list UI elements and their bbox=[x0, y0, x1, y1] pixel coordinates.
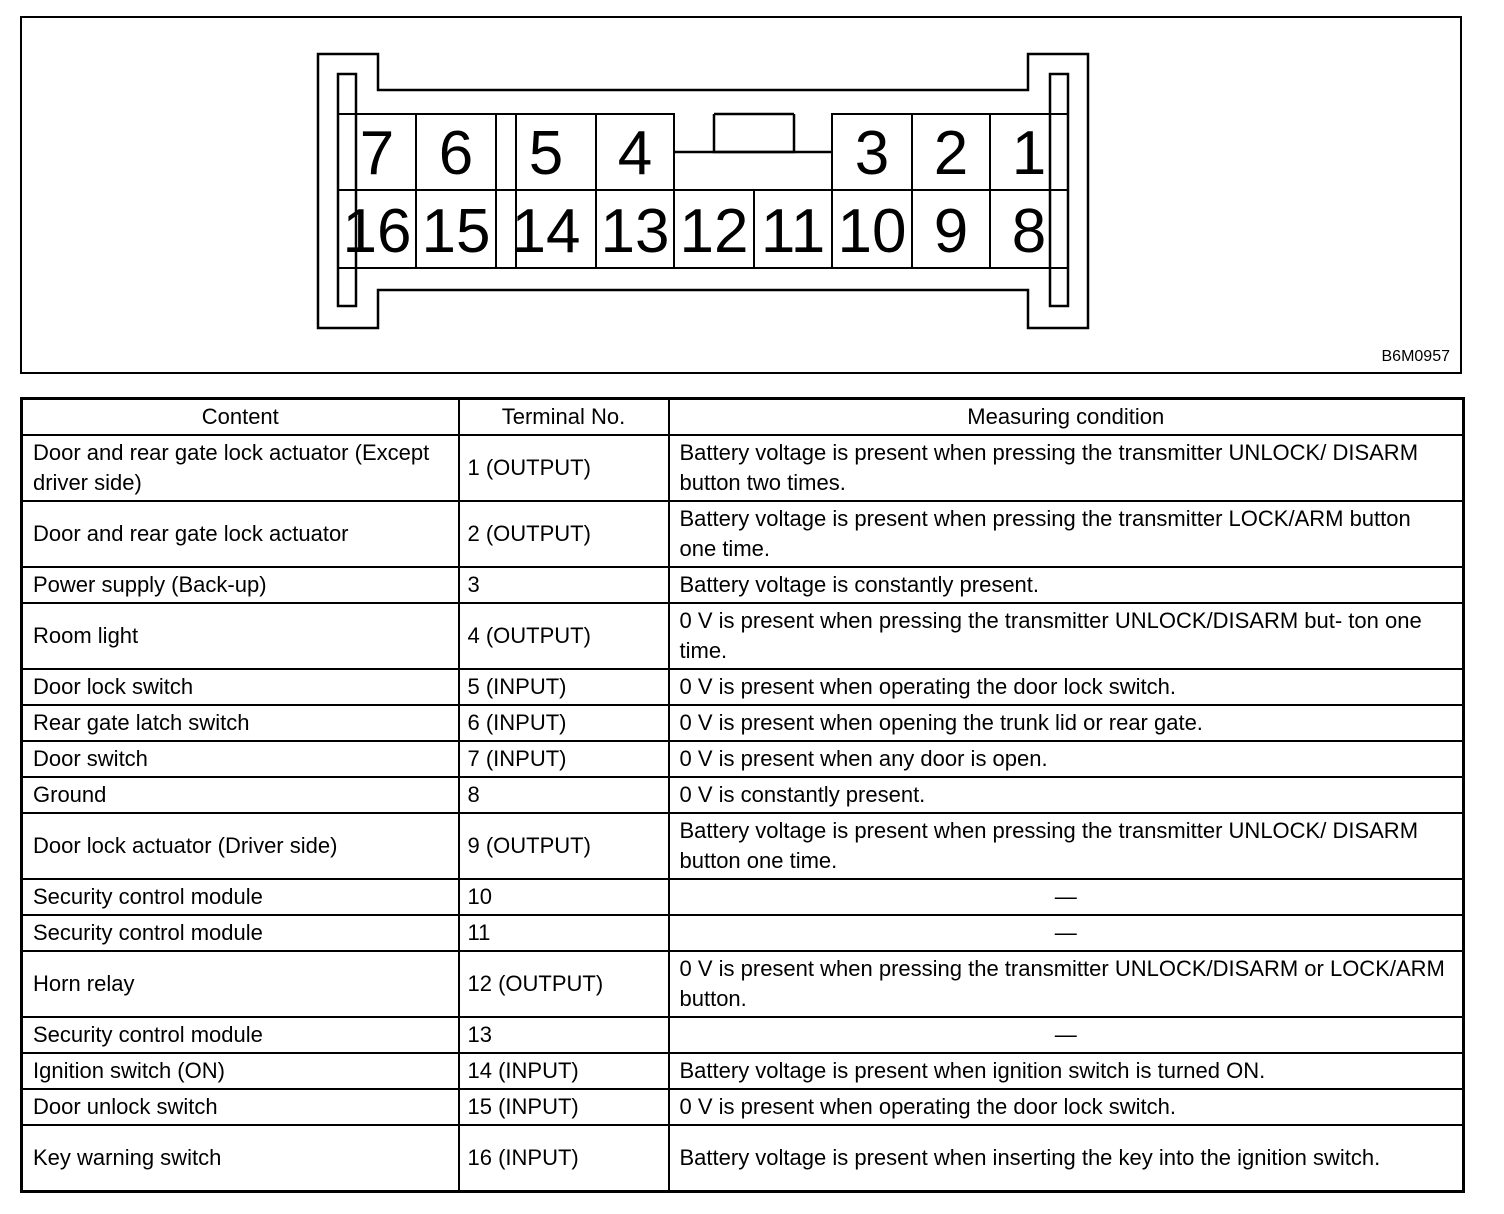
table-row bbox=[22, 777, 1464, 813]
pin-number-label: 4 bbox=[617, 119, 653, 188]
cell-content: Horn relay bbox=[22, 951, 459, 1017]
cell-terminal-no: 5 (INPUT) bbox=[459, 669, 669, 705]
pin-number-label: 7 bbox=[359, 119, 395, 188]
connector-diagram bbox=[20, 16, 1462, 374]
cell-content: Door unlock switch bbox=[22, 1089, 459, 1125]
table-row bbox=[22, 741, 1464, 777]
cell-terminal-no: 16 (INPUT) bbox=[459, 1125, 669, 1192]
cell-terminal-no: 3 bbox=[459, 567, 669, 603]
pin-number-label: 3 bbox=[854, 119, 890, 188]
cell-measuring-condition: Battery voltage is present when inserting the key into the ignition switch. bbox=[669, 1125, 1464, 1192]
table-row bbox=[22, 567, 1464, 603]
pin-number-label: 5 bbox=[528, 119, 564, 188]
cell-measuring-condition: Battery voltage is present when pressing the transmitter LOCK/ARM button one time. bbox=[669, 501, 1464, 567]
cell-content: Key warning switch bbox=[22, 1125, 459, 1192]
cell-content: Security control module bbox=[22, 1017, 459, 1053]
cell-content: Security control module bbox=[22, 915, 459, 951]
cell-terminal-no: 8 bbox=[459, 777, 669, 813]
cell-terminal-no: 6 (INPUT) bbox=[459, 705, 669, 741]
connector-key bbox=[714, 114, 794, 152]
table-row bbox=[22, 1017, 1464, 1053]
cell-measuring-condition: 0 V is present when pressing the transmitter UNLOCK/DISARM but- ton one time. bbox=[669, 603, 1464, 669]
cell-content: Door and rear gate lock actuator (Except driver side) bbox=[22, 435, 459, 501]
cell-terminal-no: 9 (OUTPUT) bbox=[459, 813, 669, 879]
cell-terminal-no: 1 (OUTPUT) bbox=[459, 435, 669, 501]
cell-content: Security control module bbox=[22, 879, 459, 915]
cell-measuring-condition: 0 V is present when pressing the transmitter UNLOCK/DISARM or LOCK/ARM button. bbox=[669, 951, 1464, 1017]
pin-number-label: 9 bbox=[933, 197, 969, 266]
table-row bbox=[22, 1089, 1464, 1125]
table-row bbox=[22, 435, 1464, 501]
cell-terminal-no: 15 (INPUT) bbox=[459, 1089, 669, 1125]
cell-measuring-condition: Battery voltage is present when pressing the transmitter UNLOCK/ DISARM button two times. bbox=[669, 435, 1464, 501]
table-row bbox=[22, 813, 1464, 879]
terminal-spec-table bbox=[20, 397, 1465, 1193]
pin-number-label: 16 bbox=[342, 197, 412, 266]
cell-content: Door and rear gate lock actuator bbox=[22, 501, 459, 567]
cell-content: Ignition switch (ON) bbox=[22, 1053, 459, 1089]
cell-measuring-condition: 0 V is present when opening the trunk lid or rear gate. bbox=[669, 705, 1464, 741]
cell-terminal-no: 4 (OUTPUT) bbox=[459, 603, 669, 669]
connector-drawing bbox=[22, 18, 1462, 374]
cell-content: Door lock actuator (Driver side) bbox=[22, 813, 459, 879]
pin-number-label: 11 bbox=[760, 197, 826, 266]
cell-measuring-condition: Battery voltage is constantly present. bbox=[669, 567, 1464, 603]
table-row bbox=[22, 669, 1464, 705]
cell-measuring-condition: Battery voltage is present when ignition switch is turned ON. bbox=[669, 1053, 1464, 1089]
table-row bbox=[22, 603, 1464, 669]
table-header-row bbox=[22, 399, 1464, 436]
pin-number-label: 2 bbox=[933, 119, 969, 188]
cell-terminal-no: 12 (OUTPUT) bbox=[459, 951, 669, 1017]
cell-content: Door lock switch bbox=[22, 669, 459, 705]
cell-measuring-condition: Battery voltage is present when pressing the transmitter UNLOCK/ DISARM button one time. bbox=[669, 813, 1464, 879]
cell-content: Room light bbox=[22, 603, 459, 669]
table-row bbox=[22, 705, 1464, 741]
header-measuring-condition: Measuring condition bbox=[669, 399, 1464, 436]
pin-number-label: 15 bbox=[421, 197, 491, 266]
cell-measuring-condition: 0 V is present when operating the door lock switch. bbox=[669, 1089, 1464, 1125]
cell-measuring-condition: — bbox=[669, 879, 1464, 915]
cell-measuring-condition: — bbox=[669, 915, 1464, 951]
cell-terminal-no: 7 (INPUT) bbox=[459, 741, 669, 777]
table-row bbox=[22, 1125, 1464, 1192]
pin-number-label: 10 bbox=[837, 197, 907, 266]
table-row bbox=[22, 915, 1464, 951]
table-row bbox=[22, 879, 1464, 915]
cell-content: Rear gate latch switch bbox=[22, 705, 459, 741]
figure-code: B6M0957 bbox=[1381, 348, 1450, 365]
table-row bbox=[22, 501, 1464, 567]
pin-number-label: 14 bbox=[511, 197, 581, 266]
cell-terminal-no: 11 bbox=[459, 915, 669, 951]
header-content: Content bbox=[22, 399, 459, 436]
cell-content: Door switch bbox=[22, 741, 459, 777]
cell-content: Power supply (Back-up) bbox=[22, 567, 459, 603]
cell-measuring-condition: 0 V is present when operating the door lock switch. bbox=[669, 669, 1464, 705]
pin-number-label: 12 bbox=[679, 197, 749, 266]
cell-measuring-condition: 0 V is present when any door is open. bbox=[669, 741, 1464, 777]
pin-number-label: 13 bbox=[600, 197, 670, 266]
table-row bbox=[22, 951, 1464, 1017]
header-terminal-no: Terminal No. bbox=[459, 399, 669, 436]
cell-measuring-condition: 0 V is constantly present. bbox=[669, 777, 1464, 813]
table-row bbox=[22, 1053, 1464, 1089]
pin-number-label: 1 bbox=[1011, 119, 1047, 188]
cell-terminal-no: 2 (OUTPUT) bbox=[459, 501, 669, 567]
pin-number-label: 8 bbox=[1011, 197, 1047, 266]
cell-terminal-no: 14 (INPUT) bbox=[459, 1053, 669, 1089]
cell-terminal-no: 13 bbox=[459, 1017, 669, 1053]
cell-measuring-condition: — bbox=[669, 1017, 1464, 1053]
cell-content: Ground bbox=[22, 777, 459, 813]
cell-terminal-no: 10 bbox=[459, 879, 669, 915]
pin-number-label: 6 bbox=[438, 119, 474, 188]
